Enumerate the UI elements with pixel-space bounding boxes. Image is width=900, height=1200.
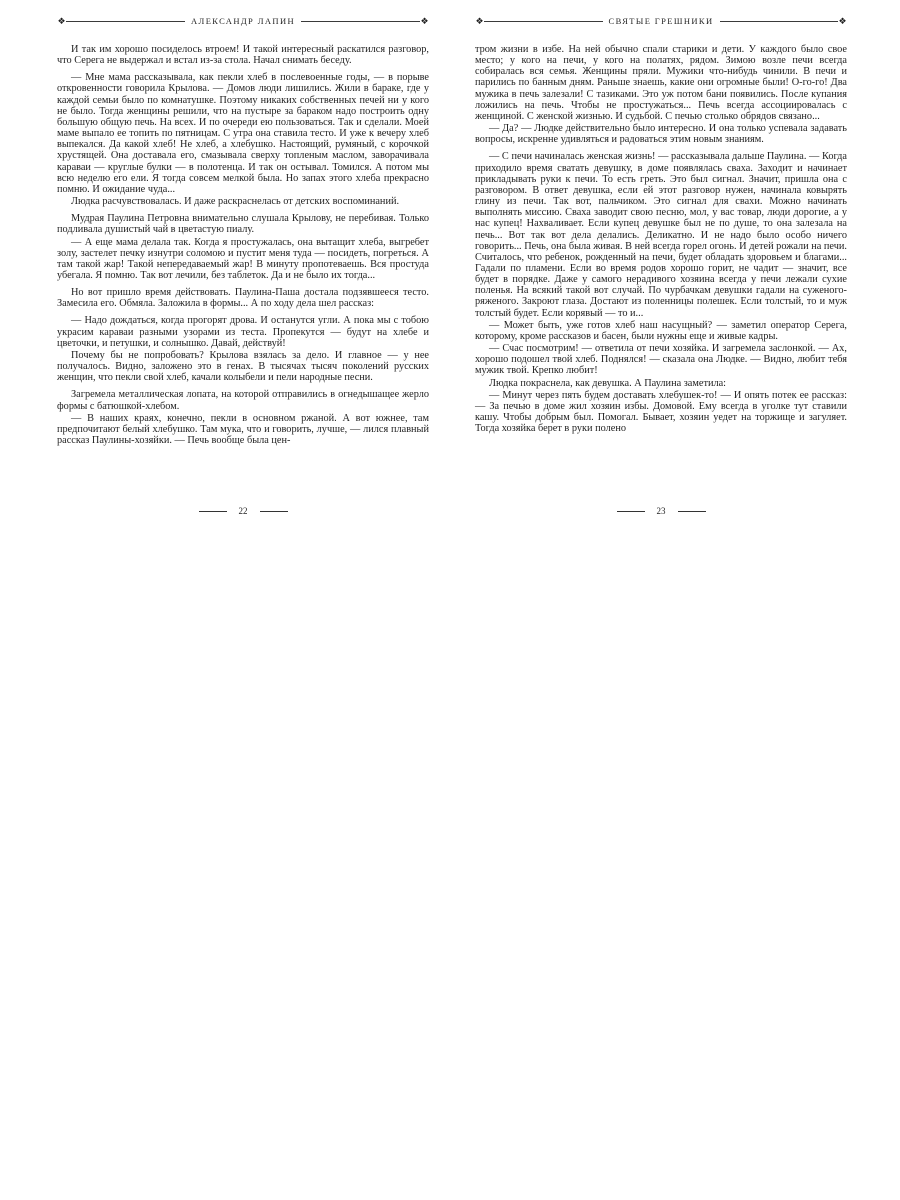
- header-rule: [301, 21, 420, 22]
- header-ornament-icon: ❖: [838, 15, 847, 26]
- paragraph: Мудрая Паулина Петровна внимательно слушала Крылову, не перебивая. Только подливала душистый чай в цветастую пиалу.: [57, 213, 429, 236]
- paragraph: — Минут через пять будем доставать хлебушек-то! — И опять потек ее рассказ: — За печью в доме жил хозяин избы. Домовой. Ему всегда в уголке тут ставили кашу. Чтобы добрым был. Помогал. Бывает, хозяин уедет на торжище и загуляет. Тогда хозяйка берет в руки полено: [475, 389, 847, 435]
- page-number: 22: [238, 506, 248, 516]
- right-running-header: [475, 14, 847, 28]
- paragraph: — Да? — Людке действительно было интересно. И она только успевала задавать вопросы, искренне удивляться и радоваться этим новым знаниям.: [475, 123, 847, 146]
- right-body-text: [475, 44, 847, 434]
- footer-dash: [199, 511, 227, 512]
- paragraph: И так им хорошо посиделось втроем! И такой интересный раскатился разговор, что Серега не выдержал и встал из-за стола. Начал снимать беседу.: [57, 44, 429, 67]
- paragraph: Почему бы не попробовать? Крылова взялась за дело. И главное — у нее получалось. Видно, заложено это в генах. В тысячах тысяч поколений русских женщин, что пекли свой хлеб, качали колыбели и пели народные песни.: [57, 349, 429, 384]
- paragraph: Людка покраснела, как девушка. А Паулина заметила:: [489, 377, 727, 389]
- paragraph: — Счас посмотрим! — ответила от печи хозяйка. И загремела заслонкой. — Ах, хорошо подошел твой хлеб. Поднялся! — сказала она Людке. — Видно, любит тебя мужик твой. Крепко любит!: [475, 343, 847, 377]
- page-number: 23: [656, 506, 666, 516]
- right-page-footer: [475, 506, 847, 516]
- paragraph: Людка расчувствовалась. И даже раскраснелась от детских воспоминаний.: [71, 196, 400, 208]
- paragraph: Загремела металлическая лопата, на которой отправились в огнедышащее жерло формы с батюшкой-хлебом.: [57, 389, 429, 412]
- paragraph: — С печи начиналась женская жизнь! — рассказывала дальше Паулина. — Когда приходило время сватать девушку, в доме появлялась сваха. Заходит и начинает прикладывать руки к печи. То есть греть. Это был сигнал. Значит, пришла она с разговором. В ответ девушка, если ей этот разговор нужен, начинала ковырять глину из печи. Так вот, пальчиком. Это сигнал для свахи. Можно начинать выполнять миссию. Сваха заводит свою песню, мол, у вас товар, люди дорогие, а у нас купец! Нахваливает. Если купец девушке был не по душе, то она залезала на печь... Вот так вот дела делались. Деликатно. И не надо было особо ничего говорить... Печь, она была живая. В ней всегда горел огонь. И детей рожали на печи. Считалось, что ребенок, рожденный на печи, будет обладать здоровьем и благами... Гадали по пламени. Если во время родов хорошо горит, не чадит — значит, все будет в порядке. Даже у самого нерадивого хозяина всегда у печи лежали сухие поленья. На всякий такой вот случай. По чурбачкам девушки гадали на суженого-ряженого. Закроют глаза. Достают из поленницы полешек. Если толстый, то и муж толстый будет. Если корявый — то и...: [475, 151, 847, 319]
- header-rule: [720, 21, 839, 22]
- left-page: [57, 14, 429, 516]
- left-running-header: [57, 14, 429, 28]
- left-body-text: [57, 44, 429, 446]
- author-name: АЛЕКСАНДР ЛАПИН: [190, 16, 296, 26]
- paragraph: — Мне мама рассказывала, как пекли хлеб в послевоенные годы, — в порыве откровенности говорила Крылова. — Домов люди лишились. Жили в бараке, где у каждой семьи было по комнатушке. Поэтому никаких собственных печей ни у кого не было. Тогда женщины решили, что на пустыре за бараком надо построить одну большую общую печь. На всех. И по очереди ею пользоваться. Так и сделали. Моей маме выпало ее топить по пятницам. С утра она ставила тесто. И уже к вечеру хлеб выпекался. Да какой хлеб! Не хлеб, а хлебушко. Настоящий, румяный, с корочкой хрустящей. Она доставала его, смазывала сверху топленым маслом, заворачивала караваи — круглые булки — в полотенца. И так он остывал. Томился. А потом мы всю неделю его ели. Я тогда совсем мелкой была. Но запах этого хлеба прекрасно помню. И ожидание чуда...: [57, 72, 429, 195]
- left-page-footer: [57, 506, 429, 516]
- paragraph: — Надо дождаться, когда прогорят дрова. И останутся угли. А пока мы с тобою украсим караваи разными узорами из теста. Пропекутся — будут на хлебе и цветочки, и петушки, и солнышко. Давай, действуй!: [57, 315, 429, 349]
- footer-dash: [260, 511, 288, 512]
- header-ornament-icon: ❖: [420, 15, 429, 26]
- paragraph: — Может быть, уже готов хлеб наш насущный? — заметил оператор Серега, которому, кроме рассказов и басен, были нужны еще и живые кадры.: [475, 319, 847, 342]
- header-ornament-icon: ❖: [57, 15, 66, 26]
- paragraph: Но вот пришло время действовать. Паулина-Паша достала подзявшееся тесто. Замесила его. Обмяла. Заложила в формы... А по ходу дела шел рассказ:: [57, 287, 429, 310]
- header-ornament-icon: ❖: [475, 15, 484, 26]
- header-rule: [66, 21, 185, 22]
- paragraph: — А еще мама делала так. Когда я простужалась, она вытащит хлеба, выгребет золу, застелет печку изнутри соломою и пустит меня туда — посидеть, погреться. А там такой жар! Такой непередаваемый жар! В минуту пропотеваешь. Вся простуда убегала. Я помню. Так вот лечили, без таблеток. Да и не было их тогда...: [57, 236, 429, 281]
- footer-dash: [678, 511, 706, 512]
- footer-dash: [617, 511, 645, 512]
- paragraph: — В наших краях, конечно, пекли в основном ржаной. А вот южнее, там предпочитают белый хлебушко. Там мука, что и говорить, лучше, — лился плавный рассказ Паулины-хозяйки. — Печь вообще была цен-: [57, 412, 429, 446]
- right-page: [475, 14, 847, 516]
- header-rule: [484, 21, 603, 22]
- book-title: СВЯТЫЕ ГРЕШНИКИ: [608, 16, 714, 26]
- paragraph: тром жизни в избе. На ней обычно спали старики и дети. У каждого было свое место; у кого на печи, у кого на полатях, рядом. Зимою возле печи всегда собиралась вся семья. Женщины пряли. Мужики что-нибудь чинили. В печи и парились по банным дням. Раньше знаешь, какие они огромные были! О-го-го! Два мужика в печь залезали! С тазиками. Это уж потом бани появились. После купания ложились на печь. Чтобы не простужаться... Печь всегда ассоциировалась с женщиной. С женской жизнью. И судьбой. С печью столько обрядов связано...: [475, 44, 847, 122]
